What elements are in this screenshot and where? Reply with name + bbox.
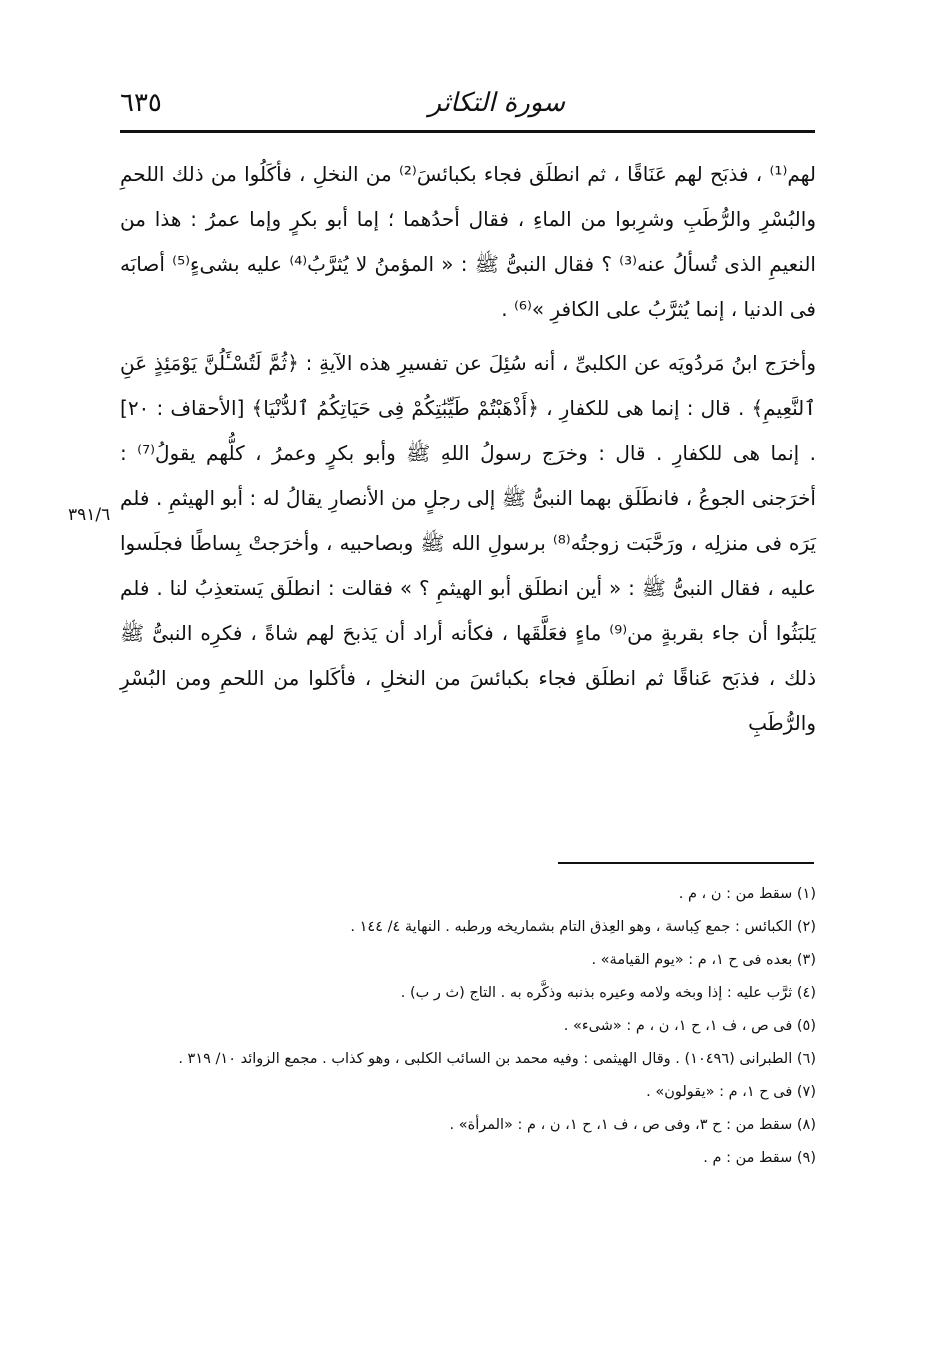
page-number: ٦٣٥: [120, 88, 162, 118]
main-text: [120, 152, 816, 746]
margin-reference: ٣٩١/٦: [68, 505, 111, 525]
footnote-6: (٦) الطبرانى (١٠٤٩٦) . وقال الهيثمى : وفيه محمد بن السائب الكلبى ، وهو كذاب . مجمع الزوائد ١٠/ ٣١٩ .: [178, 1051, 816, 1067]
footnote-9: (٩) سقط من : م .: [703, 1150, 816, 1166]
footnote-4: (٤) ثرَّب عليه : إذا وبخه ولامه وعيره بذنبه وذكَّره به . التاج (ث ر ب) .: [400, 985, 816, 1001]
footnote-2: (٢) الكبائس : جمع كِباسة ، وهو العِذق التام بشماريخه ورطبه . النهاية ٤/ ١٤٤ .: [350, 919, 816, 935]
footnote-5: (٥) فى ص ، ف ١، ح ١، ن ، م : «شىء» .: [563, 1018, 816, 1034]
footnotes: [120, 878, 816, 1175]
footnote-8: (٨) سقط من : ح ٣، وفى ص ، ف ١، ح ١، ن ، م : «المرأة» .: [449, 1117, 816, 1133]
footnote-1: (١) سقط من : ن ، م .: [678, 886, 816, 902]
header-divider: [120, 130, 815, 133]
footnote-3: (٣) بعده فى ح ١، م : «يوم القيامة» .: [591, 952, 816, 968]
paragraph-1: لهم⁽¹⁾ ، فذبَح لهم عَنَاقًا ، ثم انطلَق فجاء بكبائسَ⁽²⁾ من النخلِ ، فأكَلُوا من ذلك اللحمِ والبُسْرِ والرُّطَبِ وشرِبوا من الماءِ ، فقال أحدُهما ؛ إما أبو بكرٍ وإما عمرُ : هذا من النعيمِ الذى تُسألُ عنه⁽³⁾ ؟ فقال النبىُّ ﷺ : « المؤمنُ لا يُثرَّبُ⁽⁴⁾ عليه بشىءٍ⁽⁵⁾ أصابَه فى الدنيا ، إنما يُثرَّبُ على الكافرِ »⁽⁶⁾ .: [120, 162, 816, 321]
footnote-divider: [558, 862, 814, 864]
paragraph-2: وأخرَج ابنُ مَردُويَه عن الكلبىِّ ، أنه سُئِلَ عن تفسيرِ هذه الآيةِ : ﴿ثُمَّ لَتُسْـَٔلُنَّ يَوْمَئِذٍ عَنِ ٱلنَّعِيمِ﴾ . قال : إنما هى للكفارِ ، ﴿أَذْهَبْتُمْ طَيِّبَٰتِكُمْ فِى حَيَاتِكُمُ ٱلدُّنْيَا﴾ [الأحقاف : ٢٠] . إنما هى للكفارِ . قال : وخرَج رسولُ اللهِ ﷺ وأبو بكرٍ وعمرُ ، كلُّهم يقولُ⁽⁷⁾ : أخرَجنى الجوعُ ، فانطَلَق بهما النبىُّ ﷺ إلى رجلٍ من الأنصارِ يقالُ له : أبو الهيثمِ . فلم يَرَه فى منزلِه ، ورَحَّبَت زوجتُه⁽⁸⁾ برسولِ الله ﷺ وبصاحبيه ، وأخرَجتْ بِساطًا فجلَسوا عليه ، فقال النبىُّ ﷺ : « أين انطلَق أبو الهيثمِ ؟ » فقالت : انطلَق يَستعذِبُ لنا . فلم يَلبَثُوا أن جاء بقربةٍ من⁽⁹⁾ ماءٍ فعَلَّقَها ، فكأنه أراد أن يَذبحَ لهم شاةً ، فكرِه النبىُّ ﷺ ذلك ، فذبَح عَناقًا ثم انطلَق فجاء بكبائسَ من النخلِ ، فأكَلوا من اللحمِ ومن البُسْرِ والرُّطَبِ: [120, 351, 817, 735]
page-header: [120, 80, 815, 130]
footnote-7: (٧) فى ح ١، م : «يقولون» .: [646, 1084, 816, 1100]
surah-title: سورة التكاثر: [428, 88, 565, 118]
